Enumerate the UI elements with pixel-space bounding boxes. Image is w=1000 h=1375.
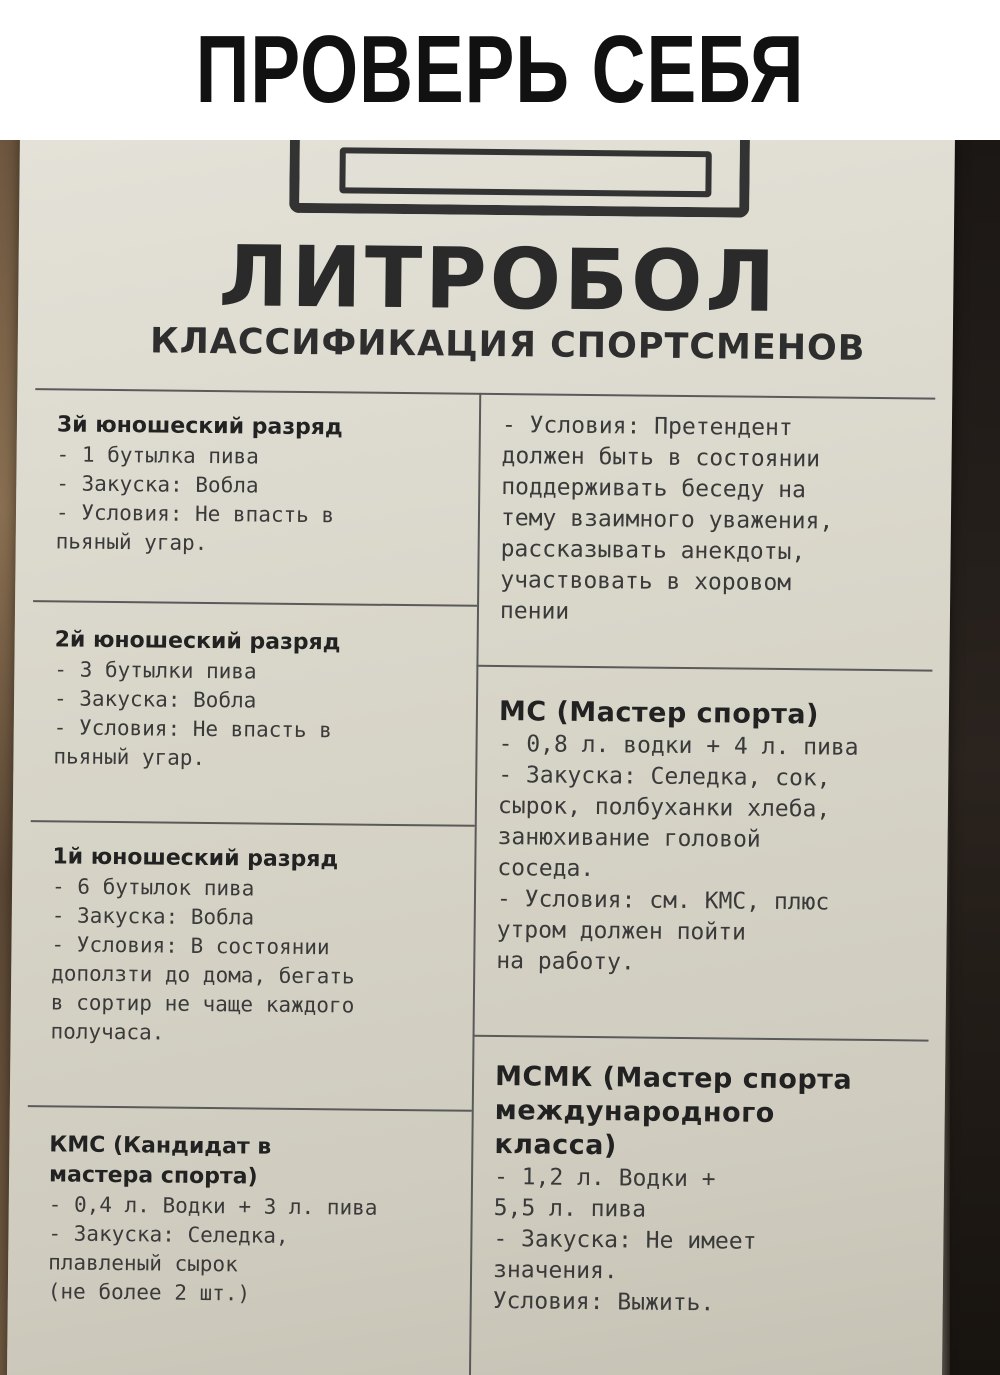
rank-heading: КМС (Кандидат в	[49, 1132, 272, 1160]
rank-heading: 3й юношеский разряд	[56, 412, 343, 441]
rank-kms	[48, 1130, 465, 1310]
right-divider-1	[476, 665, 932, 672]
left-divider-1	[33, 600, 477, 607]
rank-line: на работу.	[496, 948, 635, 976]
rank-line: утром должен пойти	[496, 917, 747, 946]
poster-title: ЛИТРОБОЛ	[218, 227, 779, 331]
bottle-logo-icon	[289, 140, 750, 218]
rank-line: доползти до дома, бегать	[51, 961, 355, 989]
poster-photo	[0, 140, 1000, 1375]
rank-line: соседа.	[497, 855, 595, 883]
poster-subtitle: КЛАССИФИКАЦИЯ СПОРТСМЕНОВ	[149, 321, 866, 369]
rank-3-junior	[56, 410, 473, 560]
rank-ms	[496, 695, 929, 981]
rank-line: должен быть в состоянии	[501, 443, 821, 473]
rank-line: в сортир не чаще каждого	[50, 990, 355, 1018]
rank-line: - Закуска: Не имеет	[493, 1226, 757, 1255]
meme-title: ПРОВЕРЬ СЕБЯ	[195, 16, 805, 123]
rank-line: - Условия: Не впасть в	[55, 500, 335, 528]
rank-heading: 1й юношеский разряд	[52, 844, 339, 873]
rank-line: - Закуска: Вобла	[51, 903, 255, 930]
rank-line: (не более 2 шт.)	[47, 1279, 251, 1306]
rank-line: пьяный угар.	[55, 529, 208, 555]
rank-heading: мастера спорта)	[48, 1162, 258, 1190]
rank-line: поддерживать беседу на	[501, 474, 807, 504]
rank-line: - 0,8 л. водки + 4 л. пива	[498, 731, 859, 761]
right-divider-2	[473, 1035, 929, 1042]
rank-line: - Закуска: Вобла	[53, 686, 257, 713]
rank-heading: 2й юношеский разряд	[54, 627, 341, 656]
rank-line: 5,5 л. пива	[493, 1195, 647, 1223]
rank-line: - Условия: В состоянии	[51, 932, 330, 960]
rank-line: - Условия: см. КМС, плюс	[496, 886, 830, 916]
rank-2-junior	[53, 625, 470, 775]
rank-line: - Закуска: Вобла	[56, 471, 259, 498]
rank-line: - 6 бутылок пива	[51, 874, 255, 901]
rank-line: - 3 бутылки пива	[54, 657, 257, 684]
rank-1-junior	[50, 842, 467, 1050]
rank-line: сырок, полбуханки хлеба,	[497, 793, 831, 823]
rank-heading: международного	[494, 1095, 775, 1129]
rank-line: участвовать в хоровом	[500, 567, 792, 597]
rank-line: - 1,2 л. Водки +	[493, 1164, 716, 1193]
rank-heading: МСМК (Мастер спорта	[494, 1061, 853, 1096]
dark-doorframe	[950, 140, 1000, 1375]
kms-conditions	[500, 410, 932, 631]
rank-line: пении	[499, 598, 570, 625]
rank-line: - Закуска: Селедка,	[48, 1221, 289, 1248]
left-divider-3	[28, 1105, 472, 1112]
rank-msmk	[493, 1060, 926, 1321]
rank-line: Условия: Выжить.	[492, 1288, 715, 1317]
rank-line: тему взаимного уважения,	[500, 505, 834, 535]
rank-line: - Условия: Претендент	[501, 412, 793, 442]
rank-line: получаса.	[50, 1019, 165, 1045]
rank-heading: МС (Мастер спорта)	[498, 696, 820, 731]
rank-line: - 0,4 л. Водки + 3 л. пива	[48, 1192, 378, 1220]
rank-line: рассказывать анекдоты,	[500, 536, 806, 566]
rank-line: пьяный угар.	[53, 744, 206, 770]
left-divider-2	[31, 820, 475, 827]
rank-line: - 1 бутылка пива	[56, 442, 260, 469]
rank-line: значения.	[492, 1257, 618, 1285]
rank-line: плавленый сырок	[48, 1250, 238, 1277]
paper-sheet	[7, 140, 955, 1375]
rank-heading: класса)	[494, 1129, 617, 1162]
rank-line: - Условия: Не впасть в	[53, 715, 333, 743]
table-top-border	[35, 388, 935, 399]
rank-line: - Закуска: Селедка, сок,	[498, 762, 831, 792]
rank-line: занюхивание головой	[497, 824, 761, 853]
